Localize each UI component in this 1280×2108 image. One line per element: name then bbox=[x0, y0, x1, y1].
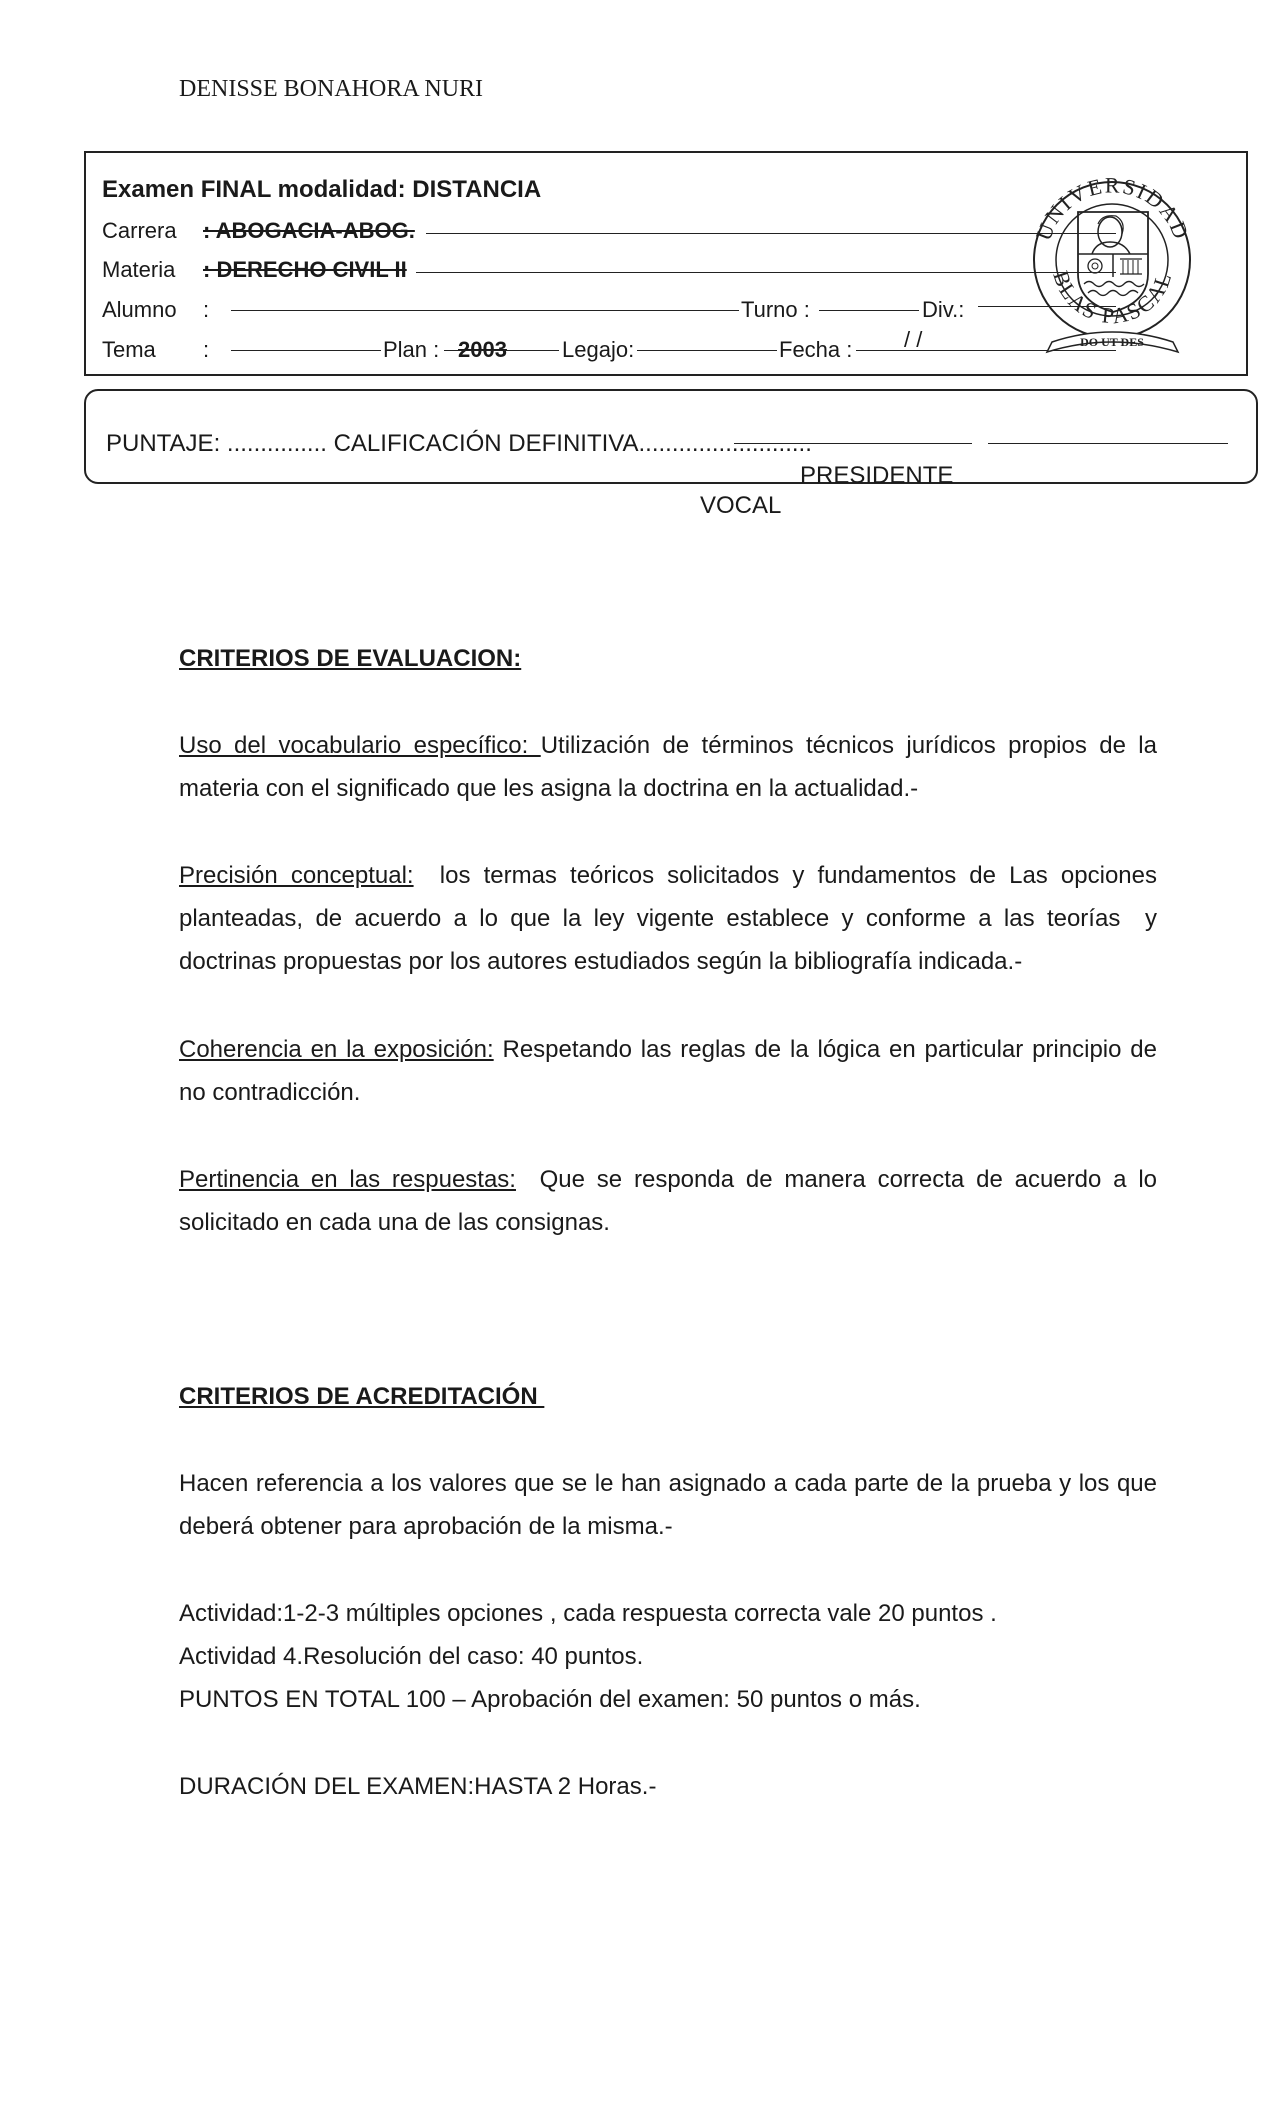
presidente-label: PRESIDENTE bbox=[800, 462, 954, 489]
duracion-examen: DURACIÓN DEL EXAMEN:HASTA 2 Horas.- bbox=[179, 1773, 657, 1800]
alumno-field[interactable] bbox=[231, 310, 739, 311]
carrera-line bbox=[426, 233, 1116, 234]
fecha-label: Fecha : bbox=[779, 337, 853, 362]
criterio-label: Coherencia en la exposición: bbox=[179, 1036, 494, 1063]
acreditacion-intro: Hacen referencia a los valores que se le han asignado a cada parte de la prueba y los que deberá obtener para aprobación de la misma.- bbox=[179, 1470, 1157, 1540]
criterio-vocabulario bbox=[179, 724, 1157, 810]
puntos-total: PUNTOS EN TOTAL 100 – Aprobación del examen: 50 puntos o más. bbox=[179, 1686, 921, 1713]
turno-label: Turno : bbox=[741, 297, 810, 322]
fecha-slashes: / / bbox=[904, 327, 923, 352]
materia-line bbox=[416, 272, 1116, 273]
tema-field[interactable] bbox=[231, 350, 381, 351]
criterio-text: Que se responda de manera correcta de acuerdo a lo solicitado en cada una de las consignas. bbox=[179, 1166, 1164, 1236]
carrera-label: Carrera bbox=[102, 218, 177, 243]
criterio-label: Uso del vocabulario específico: bbox=[179, 732, 541, 759]
criterio-label: Pertinencia en las respuestas: bbox=[179, 1166, 516, 1193]
alumno-colon: : bbox=[203, 297, 210, 322]
carrera-value: : ABOGACIA-ABOG. bbox=[203, 218, 415, 243]
actividad-1-3: Actividad:1-2-3 múltiples opciones , cada respuesta correcta vale 20 puntos . bbox=[179, 1600, 997, 1627]
acreditacion-heading: CRITERIOS DE ACREDITACIÓN bbox=[179, 1383, 545, 1410]
criterio-text: Utilización de términos técnicos jurídicos propios de la materia con el significado que les asigna la doctrina en la actualidad.- bbox=[179, 732, 1157, 802]
tema-colon: : bbox=[203, 337, 210, 362]
legajo-label: Legajo: bbox=[562, 337, 635, 362]
exam-title: Examen FINAL modalidad: DISTANCIA bbox=[102, 176, 542, 203]
tema-label: Tema bbox=[102, 337, 156, 362]
svg-text:BLAS PASCAL: BLAS PASCAL bbox=[1048, 267, 1177, 329]
puntaje-text: PUNTAJE: ............... CALIFICACIÓN DEFINITIVA.......................... bbox=[106, 430, 812, 457]
criterio-pertinencia bbox=[179, 1158, 1164, 1244]
materia-value: : DERECHO CIVIL II bbox=[203, 257, 407, 282]
presidente-signature-line[interactable] bbox=[734, 443, 972, 444]
plan-label: Plan : bbox=[383, 337, 440, 362]
svg-text:UNIVERSIDAD: UNIVERSIDAD bbox=[1030, 172, 1195, 244]
div-label: Div.: bbox=[922, 297, 965, 322]
criterio-precision bbox=[179, 854, 1164, 983]
materia-label: Materia bbox=[102, 257, 176, 282]
evaluacion-heading: CRITERIOS DE EVALUACION: bbox=[179, 645, 522, 672]
actividad-4: Actividad 4.Resolución del caso: 40 puntos. bbox=[179, 1643, 644, 1670]
criterio-label: Precisión conceptual: bbox=[179, 862, 414, 889]
turno-field[interactable] bbox=[819, 310, 919, 311]
student-name: DENISSE BONAHORA NURI bbox=[179, 76, 484, 102]
plan-line bbox=[444, 350, 559, 351]
vocal-signature-line[interactable] bbox=[988, 443, 1228, 444]
criterio-coherencia bbox=[179, 1028, 1157, 1114]
university-seal-logo bbox=[1030, 162, 1195, 362]
vocal-label: VOCAL bbox=[700, 492, 782, 519]
svg-text:DO UT DES: DO UT DES bbox=[1080, 335, 1144, 349]
score-box bbox=[84, 389, 1258, 484]
criterio-text: Respetando las reglas de la lógica en particular principio de no contradicción. bbox=[179, 1036, 1157, 1106]
criterio-text: los termas teóricos solicitados y fundamentos de Las opciones planteadas, de acuerdo a lo que la ley vigente establece y conforme a las teorías y doctrinas propuestas por los autores estudiados según la bibliografía indicada.- bbox=[179, 862, 1164, 975]
plan-value: 2003 bbox=[458, 337, 507, 362]
legajo-field[interactable] bbox=[637, 350, 777, 351]
alumno-label: Alumno bbox=[102, 297, 177, 322]
